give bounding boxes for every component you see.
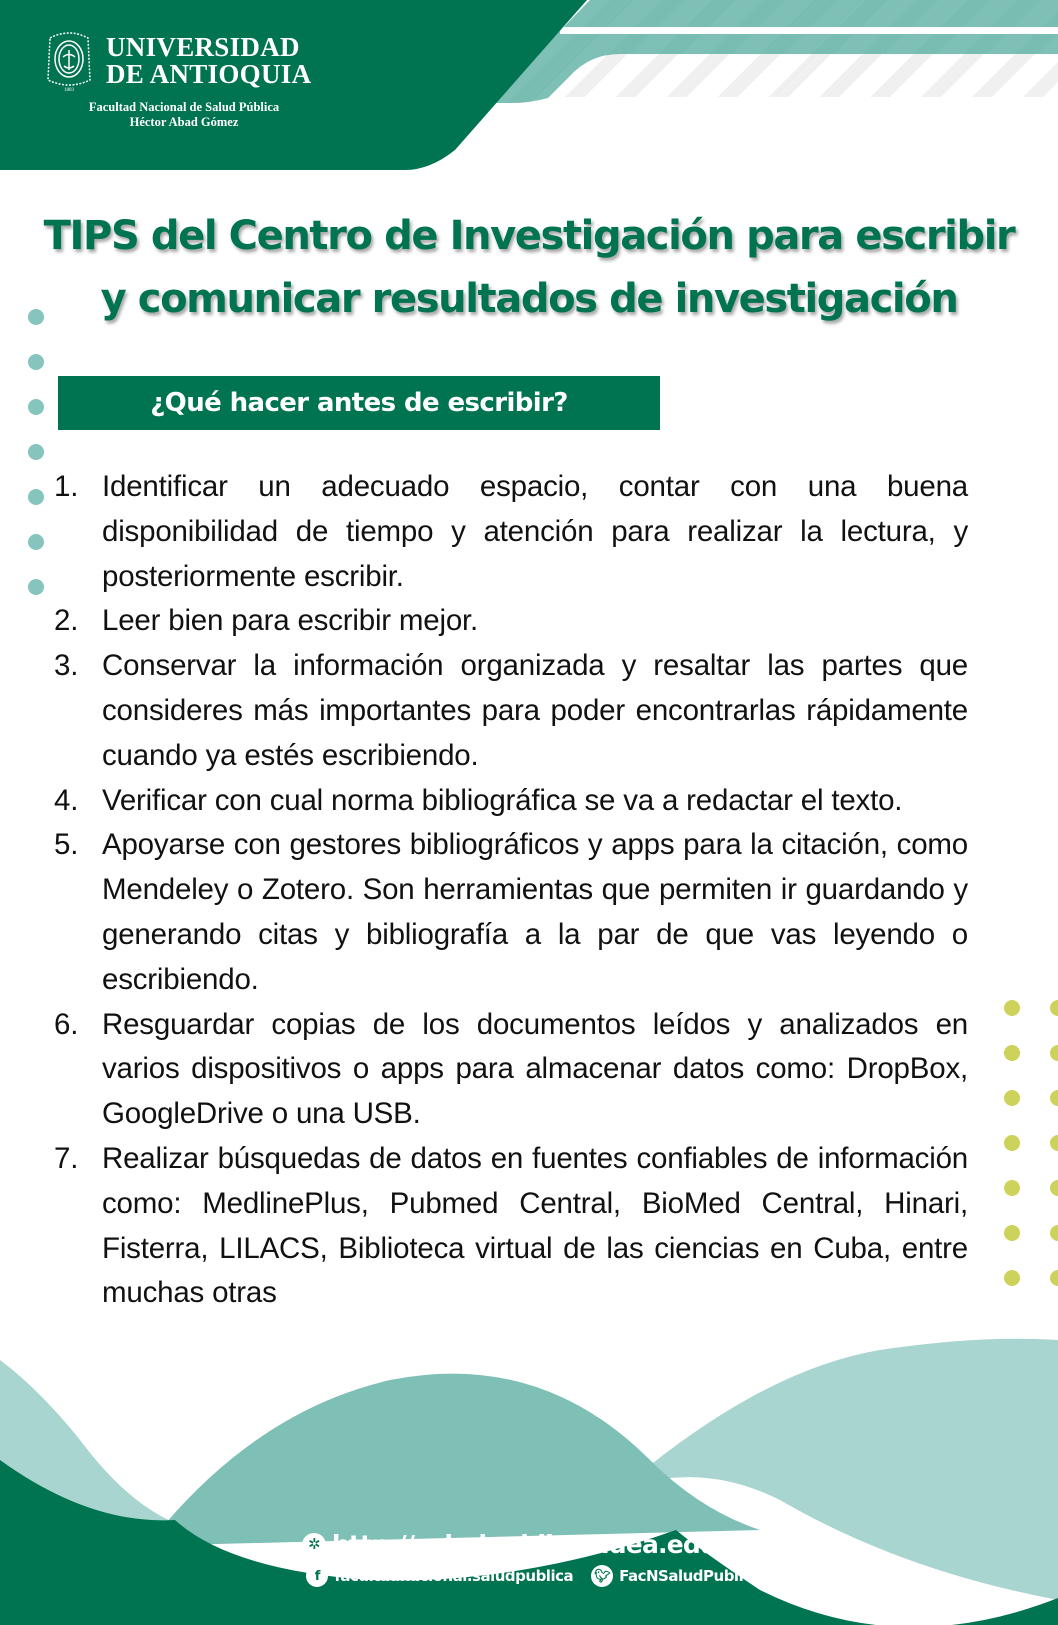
decorative-dot bbox=[1004, 1090, 1020, 1106]
website-url[interactable]: http://saludpublica.udea.edu.co bbox=[331, 1530, 757, 1559]
tip-text: Leer bien para escribir mejor. bbox=[102, 604, 479, 638]
decorative-dot bbox=[28, 309, 44, 325]
decorative-dot bbox=[28, 354, 44, 370]
page-title-line2: y comunicar resultados de investigación bbox=[100, 276, 958, 322]
university-name-line1: UNIVERSIDAD bbox=[106, 32, 300, 62]
decorative-dot bbox=[1004, 1000, 1020, 1016]
faculty-name-line2: Héctor Abad Gómez bbox=[129, 115, 239, 129]
decorative-dot bbox=[1004, 1045, 1020, 1061]
page-title-line1: TIPS del Centro de Investigación para escribir bbox=[43, 213, 1015, 259]
header-stripes-light bbox=[560, 54, 1058, 97]
facebook-icon: f bbox=[306, 1565, 328, 1587]
decorative-dot bbox=[28, 534, 44, 550]
decorative-dot bbox=[1004, 1180, 1020, 1196]
tip-text: Conservar la información organizada y resaltar las partes que consideres más importantes para poder encontrarlas rápidamente cuando ya estés escribiendo. bbox=[102, 649, 968, 772]
tip-number: 3. bbox=[54, 649, 79, 683]
tip-number: 6. bbox=[54, 1007, 79, 1041]
website-link[interactable] bbox=[302, 1530, 756, 1559]
decorative-dot bbox=[1050, 1045, 1058, 1061]
twitter-link[interactable] bbox=[591, 1565, 752, 1587]
tip-item bbox=[48, 644, 968, 778]
page-title bbox=[20, 205, 1038, 331]
decorative-dot bbox=[1050, 1180, 1058, 1196]
tips-list bbox=[48, 465, 968, 1316]
section-heading: ¿Qué hacer antes de escribir? bbox=[58, 376, 660, 430]
twitter-icon: 🐦︎ bbox=[591, 1565, 613, 1587]
decorative-dot bbox=[1050, 1225, 1058, 1241]
tip-number: 2. bbox=[54, 604, 79, 638]
tip-item bbox=[48, 1003, 968, 1137]
tip-item bbox=[48, 1137, 968, 1316]
tip-number: 7. bbox=[54, 1141, 79, 1175]
tip-item bbox=[48, 599, 968, 644]
decorative-dot bbox=[1050, 1000, 1058, 1016]
decorative-dot bbox=[1004, 1270, 1020, 1286]
tip-text: Identificar un adecuado espacio, contar con una buena disponibilidad de tiempo y atención para realizar la lectura, y posteriormente escribir. bbox=[102, 470, 968, 593]
tip-item bbox=[48, 465, 968, 599]
university-crest-icon bbox=[44, 30, 94, 92]
crest-year: 1803 bbox=[64, 88, 74, 92]
tip-text: Verificar con cual norma bibliográfica se va a redactar el texto. bbox=[102, 783, 903, 817]
faculty-name bbox=[68, 100, 300, 130]
faculty-name-line1: Facultad Nacional de Salud Pública bbox=[88, 100, 280, 114]
decorative-dot bbox=[28, 489, 44, 505]
decorative-dot bbox=[1004, 1225, 1020, 1241]
university-name bbox=[106, 34, 311, 88]
decorative-dot bbox=[1050, 1090, 1058, 1106]
social-links bbox=[0, 1565, 1058, 1587]
tip-text: Apoyarse con gestores bibliográficos y apps para la citación, como Mendeley o Zotero. Son herramientas que permiten ir guardando y generando citas y bibliografía a la par de que vas leyendo o escribiendo. bbox=[102, 828, 968, 996]
tip-item bbox=[48, 823, 968, 1002]
cursor-click-icon: ✲ bbox=[302, 1533, 326, 1557]
tip-item bbox=[48, 779, 968, 824]
footer-contact bbox=[0, 1530, 1058, 1587]
decorative-dot bbox=[1050, 1270, 1058, 1286]
twitter-handle[interactable]: FacNSaludPublic bbox=[619, 1567, 752, 1585]
tip-text: Resguardar copias de los documentos leídos y analizados en varios dispositivos o apps para almacenar datos como: DropBox, GoogleDrive o una USB. bbox=[102, 1007, 968, 1131]
facebook-handle[interactable]: facultadnacional.saludpublica bbox=[334, 1567, 574, 1585]
tip-text: Realizar búsquedas de datos en fuentes confiables de información como: MedlinePlus, Pubmed Central, BioMed Central, Hinari, Fisterra, LILACS, Biblioteca virtual de las ciencias en Cuba, entre muchas otras bbox=[102, 1141, 968, 1310]
tip-number: 5. bbox=[54, 828, 79, 862]
facebook-link[interactable] bbox=[306, 1565, 573, 1587]
decorative-dot bbox=[1004, 1135, 1020, 1151]
university-name-line2: DE ANTIOQUIA bbox=[106, 59, 312, 89]
tip-number: 1. bbox=[54, 470, 79, 503]
tip-number: 4. bbox=[54, 783, 79, 817]
decorative-dot bbox=[28, 579, 44, 595]
header-white-line bbox=[560, 27, 1058, 34]
header-banner bbox=[0, 0, 1058, 180]
decorative-dot bbox=[1050, 1135, 1058, 1151]
decorative-dot bbox=[28, 444, 44, 460]
decorative-dot bbox=[28, 399, 44, 415]
